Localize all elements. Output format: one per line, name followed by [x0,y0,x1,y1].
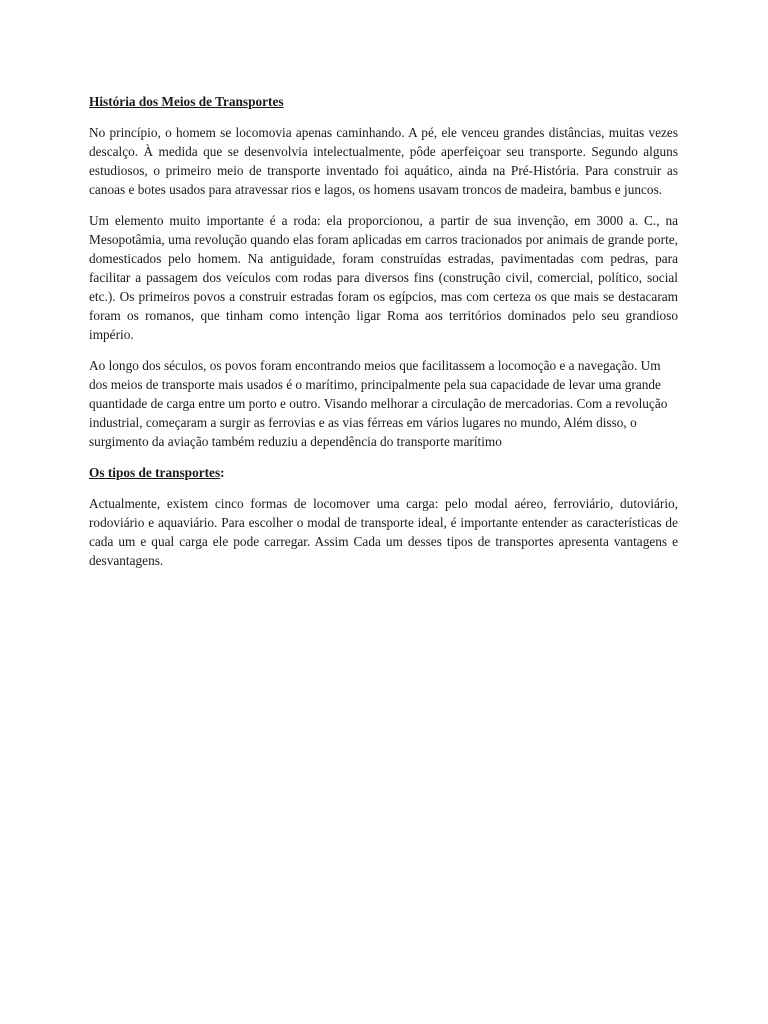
paragraph-centuries: Ao longo dos séculos, os povos foram encontrando meios que facilitassem a locomoção e a navegação. Um dos meios de transporte mais usados é o marítimo, principalmente pela sua capacidade de levar uma grande quantidade de carga entre um porto e outro. Visando melhorar a circulação de mercadorias. Com a revolução industrial, começaram a surgir as ferrovias e as vias férreas em vários lugares no mundo, Além disso, o surgimento da aviação também reduziu a dependência do transporte marítimo [89,358,668,449]
paragraph-wheel: Um elemento muito importante é a roda: ela proporcionou, a partir de sua invenção, em 3000 a. C., na Mesopotâmia, uma revolução quando elas foram aplicadas em carros tracionados por animais de grande porte, domesticados pelo homem. Na antiguidade, foram construídas estradas, pavimentadas com pedras, para facilitar a passagem dos veículos com rodas para diversos fins (construção civil, comercial, político, social etc.). Os primeiros povos a construir estradas foram os egípcios, mas com certeza os que mais se destacaram foram os romanos, que tinham como intenção ligar Roma aos territórios dominados pelo seu grandioso império. [89,213,678,342]
section-heading-colon: : [220,465,225,480]
document-page [89,92,678,582]
paragraph-intro: No princípio, o homem se locomovia apenas caminhando. A pé, ele venceu grandes distâncias, muitas vezes descalço. À medida que se desenvolvia intelectualmente, pôde aperfeiçoar seu transporte. Segundo alguns estudiosos, o primeiro meio de transporte inventado foi aquático, ainda na Pré-História. Para construir as canoas e botes usados para atravessar rios e lagos, os homens usavam troncos de madeira, bambus e juncos. [89,125,678,197]
section-heading-text: Os tipos de transportes [89,465,221,480]
section-heading [89,463,678,482]
document-title: História dos Meios de Transportes [89,94,284,109]
paragraph-types: Actualmente, existem cinco formas de locomover uma carga: pelo modal aéreo, ferroviário, dutoviário, rodoviário e aquaviário. Para escolher o modal de transporte ideal, é importante entender as características de cada um e qual carga ele pode carregar. Assim Cada um desses tipos de transportes apresenta vantagens e desvantagens. [89,496,678,568]
